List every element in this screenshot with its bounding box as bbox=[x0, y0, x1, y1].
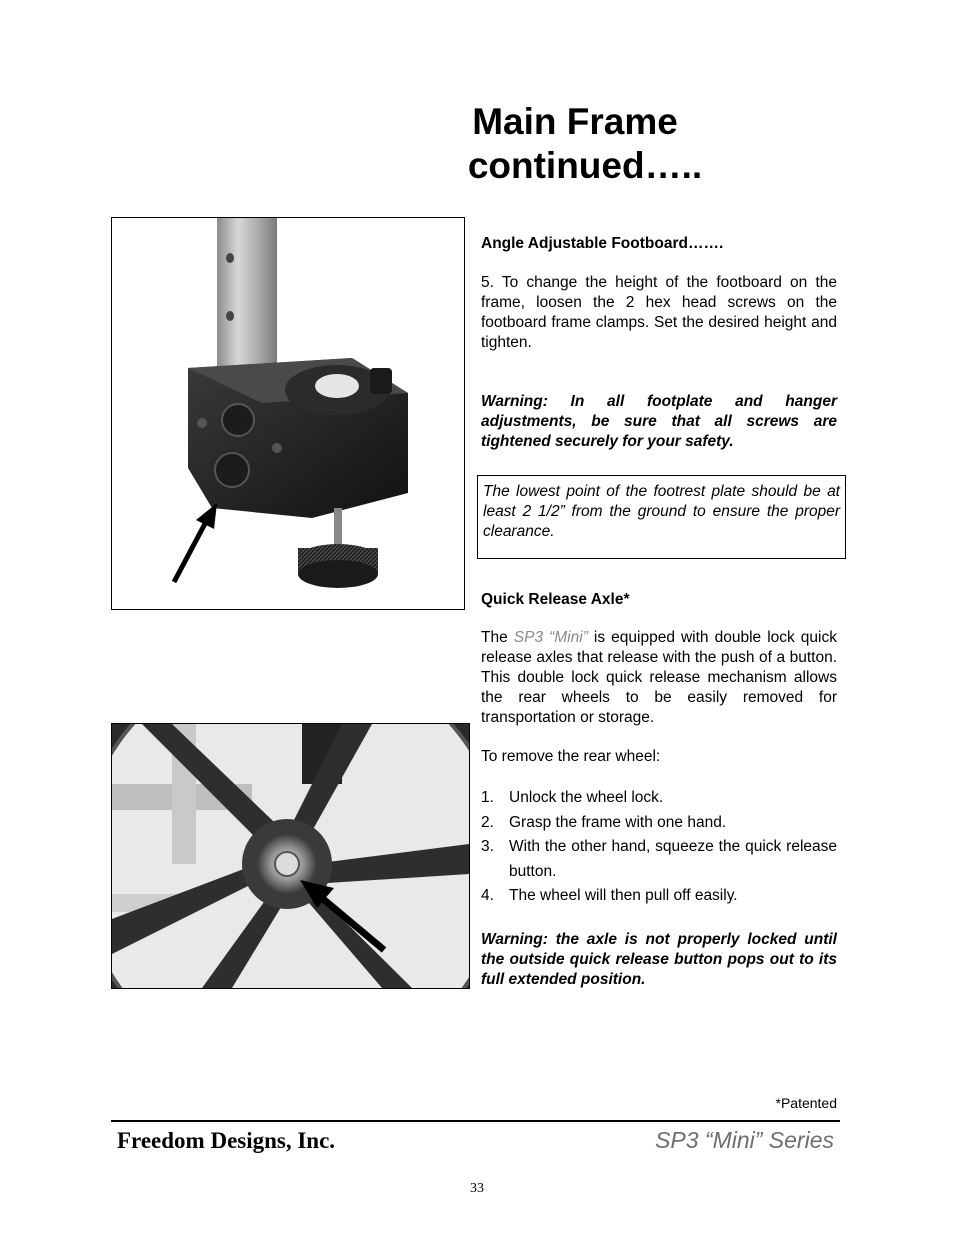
list-item: 3. With the other hand, squeeze the quick release button. bbox=[481, 838, 837, 880]
remove-wheel-label: To remove the rear wheel: bbox=[481, 748, 661, 765]
series-name: SP3 “Mini” Series bbox=[655, 1127, 834, 1153]
brand-name: SP3 “Mini” bbox=[513, 629, 588, 646]
list-item: 1. Unlock the wheel lock. bbox=[481, 789, 664, 806]
title-line-1: Main Frame bbox=[472, 101, 678, 142]
footboard-clamp-photo bbox=[111, 217, 465, 610]
clearance-note-text: The lowest point of the footrest plate should be at least 2 1/2” from the ground to ensure the proper clearance. bbox=[483, 483, 840, 540]
footboard-heading: Angle Adjustable Footboard……. bbox=[481, 235, 724, 252]
axle-intro-post: is equipped with double lock quick release axles that release with the push of a button. This double lock quick release mechanism allows the rear wheels to be easily removed for transportation or storage. bbox=[481, 629, 837, 726]
footer-divider bbox=[111, 1120, 840, 1122]
quick-release-axle-photo bbox=[111, 723, 470, 989]
footboard-step-5: 5. To change the height of the footboard on the frame, loosen the 2 hex head screws on the footboard frame clamps. Set the desired height and tighten. bbox=[481, 274, 837, 351]
axle-intro-pre: The bbox=[481, 629, 514, 646]
axle-intro bbox=[481, 628, 837, 728]
company-name: Freedom Designs, Inc. bbox=[117, 1128, 336, 1153]
list-item: 4. The wheel will then pull off easily. bbox=[481, 887, 738, 904]
patented-note: *Patented bbox=[775, 1095, 837, 1111]
list-item: 2. Grasp the frame with one hand. bbox=[481, 813, 727, 831]
axle-heading: Quick Release Axle* bbox=[481, 591, 630, 608]
axle-warning: Warning: the axle is not properly locked until the outside quick release button pops out to its full extended position. bbox=[481, 931, 837, 988]
page-title bbox=[440, 100, 730, 188]
remove-wheel-steps bbox=[481, 786, 837, 909]
title-line-2: continued….. bbox=[467, 145, 703, 186]
footboard-warning: Warning: In all footplate and hanger adjustments, be sure that all screws are tightened securely for your safety. bbox=[481, 393, 837, 450]
clearance-note-box bbox=[477, 475, 846, 559]
page-number: 33 bbox=[470, 1181, 484, 1196]
